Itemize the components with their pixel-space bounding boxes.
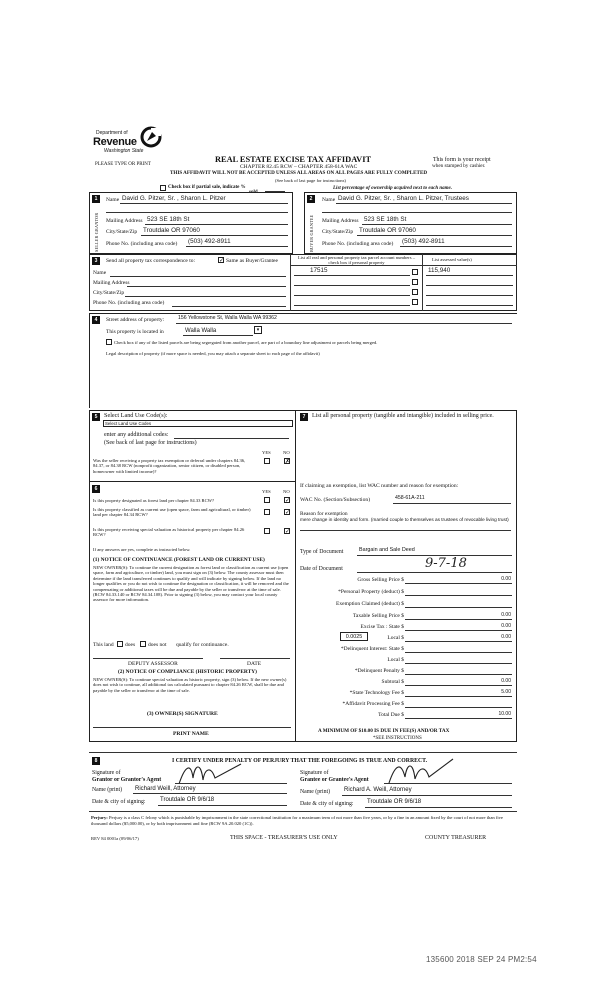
delinquent-interest-label: *Delinquent Interest: State $ — [340, 646, 404, 652]
line — [426, 295, 513, 296]
see-instructions-note: *SEE INSTRUCTIONS — [373, 736, 422, 741]
line — [405, 674, 512, 675]
form-revision: REV 84 0001a (09/06/17) — [91, 836, 139, 841]
buyer-addr-label: Mailing Address — [322, 218, 359, 224]
line — [357, 572, 512, 573]
line — [384, 783, 512, 784]
receipt-stamp: 135600 2018 SEP 24 PM2:54 — [426, 955, 537, 964]
additional-codes-input[interactable] — [174, 438, 289, 439]
buyer-name-label: Name — [322, 197, 336, 203]
exemption-question: Was the seller receiving a property tax exemption or deferral under chapters 84.36, 84.37, or 84.38 RCW (nonprofit organization, senior citizen, or disabled person, homeowner with limited income)? — [93, 458, 246, 474]
line — [365, 807, 512, 808]
sold-label: sold. — [249, 190, 259, 195]
assessed-value-1[interactable]: 115,940 — [428, 267, 451, 274]
deputy-label: DEPUTY ASSESSOR — [128, 661, 178, 667]
line — [400, 246, 512, 247]
grantor-date-label: Date & city of signing: — [92, 799, 146, 805]
section-number: 2 — [307, 195, 315, 203]
buyer-address[interactable]: 523 SE 18th St — [364, 216, 407, 223]
line — [422, 254, 423, 311]
qualify-label: qualify for continuance. — [176, 642, 229, 648]
current-use-yes-checkbox[interactable] — [264, 509, 270, 515]
taxable-label: Taxable Selling Price $ — [352, 613, 404, 619]
print-name-label: PRINT NAME — [173, 731, 209, 737]
current-use-question: Is this property classified as current use (open space, farm and agricultural, or timber) land per chapter 84.34 RCW? — [93, 507, 251, 518]
line — [89, 811, 517, 812]
no-header: NO — [283, 489, 290, 494]
line — [405, 652, 512, 653]
grantee-name-label: Name (print) — [300, 789, 331, 795]
form-warning: THIS AFFIDAVIT WILL NOT BE ACCEPTED UNLESS ALL AREAS ON ALL PAGES ARE FULLY COMPLETED — [170, 170, 428, 176]
ownership-label: List percentage of ownership acquired next to each name. — [333, 186, 453, 191]
subtotal-value[interactable]: 0.00 — [501, 678, 511, 684]
local-rate[interactable]: 0.0025 — [340, 632, 368, 641]
section-number: 5 — [92, 413, 100, 421]
line — [158, 805, 287, 806]
continuance-text: NEW OWNER(S): To continue the current designation as forest land or classification as current use (open space, farm and agriculture, or timber) land, you must sign on (3) below. The county assessor must then determine if the land transferred continues to qualify and will indicate by signing below. If the land no longer qualifies or you do not wish to continue the designation or classification, it will be removed and the compensating or additional taxes will be due and payable by the seller or transferor at the time of sale. (RCW 84.33.140 or RCW 84.34.108). Prior to signing (3) below, you may contact your local county assessor for more information. — [93, 565, 289, 603]
gross-value[interactable]: 0.00 — [501, 576, 511, 582]
located-county[interactable]: Walla Walla — [185, 328, 217, 334]
personal-property-deduct-label: *Personal Property (deduct) $ — [338, 589, 404, 595]
line — [183, 335, 253, 336]
line — [133, 793, 287, 794]
tech-fee-value[interactable]: 5.00 — [501, 689, 511, 695]
receipt-line-2: when stamped by cashier. — [432, 163, 486, 169]
excise-local-value[interactable]: 0.00 — [501, 634, 511, 640]
line — [405, 663, 512, 664]
grantee-sig-label: Signature of — [300, 770, 329, 776]
segregate-label: Check box if any of the listed parcels are being segregated from another parcel, are part of a boundary line adjustment or parcels being merged. — [114, 340, 378, 345]
section-number: 3 — [92, 257, 100, 265]
deputy-date-label: DATE — [247, 661, 262, 667]
owner-signature-label: (3) OWNER(S) SIGNATURE — [147, 711, 218, 717]
section-number: 4 — [92, 316, 100, 324]
certify-statement: I CERTIFY UNDER PENALTY OF PERJURY THAT THE FOREGOING IS TRUE AND CORRECT. — [172, 758, 428, 764]
line — [393, 503, 511, 504]
line — [89, 752, 517, 753]
wac-label: WAC No. (Section/Subsection) — [300, 497, 371, 503]
doc-date-label: Date of Document — [300, 566, 343, 572]
line — [110, 276, 286, 277]
print-instruction: PLEASE TYPE OR PRINT — [95, 162, 151, 167]
line — [294, 285, 410, 286]
buyer-phone[interactable]: (503) 492-8911 — [402, 238, 445, 245]
excise-state-label: Excise Tax : State $ — [360, 624, 404, 630]
seller-city[interactable]: Troutdale OR 97060 — [143, 227, 200, 234]
delinquent-local-label: Local $ — [387, 657, 404, 663]
does-label: does — [125, 642, 136, 648]
line — [120, 203, 288, 204]
seller-name[interactable]: David G. Pitzer, Sr. , Sharon L. Pitzer — [122, 195, 226, 202]
doc-date-handwritten[interactable]: 9-7-18 — [425, 556, 467, 571]
line — [106, 212, 288, 213]
line — [290, 265, 517, 266]
buyer-side-label: BUYER GRANTEE — [309, 214, 314, 252]
reason-label: Reason for exemption — [300, 511, 348, 517]
section-number: 1 — [92, 195, 100, 203]
exemption-yes-checkbox[interactable] — [264, 458, 270, 464]
line — [141, 235, 288, 236]
same-as-buyer-checkbox[interactable]: ✓ — [219, 257, 225, 264]
line — [426, 305, 513, 306]
revenue-logo-icon — [140, 126, 162, 148]
exemption-reason[interactable]: mere change in identity and form. (married couple to themselves as trustees of revocable living trust) — [300, 517, 509, 522]
forest-question: Is this property designated as forest land per chapter 84.33 RCW? — [93, 498, 215, 503]
buyer-city[interactable]: Troutdale OR 97060 — [359, 227, 416, 234]
line — [405, 619, 512, 620]
if-yes-instruction: If any answers are yes, complete as instructed below. — [93, 547, 191, 552]
assessed-header: List assessed value(s) — [432, 257, 472, 262]
line — [405, 685, 512, 686]
land-use-select[interactable]: Select Land Use Codes — [103, 420, 293, 427]
dept-state: Washington State — [104, 148, 144, 154]
line — [405, 607, 512, 608]
total-due-value[interactable]: 10.00 — [498, 711, 511, 717]
section-number: 6 — [92, 485, 100, 493]
parcel-header: List all real and personal property tax parcel account numbers – check box if personal property — [297, 255, 416, 266]
owner-signature-line[interactable] — [93, 727, 291, 728]
county-dropdown-icon[interactable]: ▾ — [254, 326, 262, 334]
personal-property-label: List all personal property (tangible and intangible) included in selling price. — [312, 413, 494, 419]
grantee-name[interactable]: Richard A. Weill, Attorney — [344, 787, 412, 793]
form-title: REAL ESTATE EXCISE TAX AFFIDAVIT — [215, 155, 372, 164]
grantor-name[interactable]: Richard Weill, Attorney — [135, 786, 196, 792]
line — [342, 795, 512, 796]
dept-line: Department of — [96, 130, 128, 136]
buyer-name[interactable]: David G. Pitzer, Sr. , Sharon L. Pitzer, Trustees — [338, 195, 469, 202]
wac-intro: If claiming an exemption, list WAC number and reason for exemption: — [300, 483, 459, 489]
historic-no-checkbox[interactable]: ✓ — [285, 528, 291, 535]
personal-property-checkbox-1[interactable] — [412, 269, 418, 275]
line — [175, 783, 287, 784]
grantor-date[interactable]: Troutdale OR 9/6/18 — [160, 797, 215, 803]
street-address[interactable]: 156 Yellowstone St, Walla Walla WA 99362 — [178, 315, 277, 321]
line — [322, 212, 512, 213]
land-use-see-back: (See back of last page for instructions) — [104, 440, 197, 446]
additional-codes-label: enter any additional codes: — [104, 432, 169, 438]
seller-phone[interactable]: (503) 492-8911 — [188, 238, 231, 245]
grantee-date[interactable]: Troutdale OR 9/6/18 — [367, 799, 422, 805]
seller-addr-label: Mailing Address — [106, 218, 143, 224]
historic-title: (2) NOTICE OF COMPLIANCE (HISTORIC PROPERTY) — [118, 669, 257, 675]
street-label: Street address of property: — [106, 317, 165, 323]
segregate-checkbox[interactable] — [106, 339, 112, 345]
forest-yes-checkbox[interactable] — [264, 497, 270, 503]
property-section — [89, 313, 517, 408]
seller-address[interactable]: 523 SE 18th St — [147, 216, 190, 223]
deputy-signature-line[interactable] — [93, 658, 203, 659]
forest-no-checkbox[interactable]: ✓ — [285, 497, 291, 504]
land-use-label: Select Land Use Code(s): — [104, 412, 168, 419]
yes-header: YES — [262, 489, 271, 494]
gross-label: Gross Selling Price $ — [357, 577, 404, 583]
does-checkbox[interactable] — [117, 641, 123, 647]
line — [405, 595, 512, 596]
line — [405, 718, 512, 719]
line — [426, 285, 513, 286]
correspondence-label: Send all property tax correspondence to: — [106, 258, 196, 264]
corr-name-label: Name — [93, 270, 107, 276]
historic-yes-checkbox[interactable] — [264, 528, 270, 534]
located-label: This property is located in — [106, 329, 164, 335]
line — [127, 286, 286, 287]
line — [176, 323, 512, 324]
line — [186, 246, 288, 247]
yes-header: YES — [262, 450, 271, 455]
grantee-agent-label: Grantee or Grantee's Agent — [300, 777, 369, 783]
corr-addr-label: Mailing Address — [93, 280, 130, 286]
line — [405, 630, 512, 631]
minimum-due-note: A MINIMUM OF $10.00 IS DUE IN FEE(S) AND/OR TAX — [318, 728, 450, 734]
current-use-no-checkbox[interactable]: ✓ — [285, 509, 291, 516]
exemption-no-checkbox[interactable]: ✗ — [285, 458, 291, 465]
county-treasurer: COUNTY TREASURER — [425, 835, 487, 841]
line — [300, 530, 511, 531]
total-due-label: Total Due $ — [378, 712, 404, 718]
line — [405, 707, 512, 708]
seller-name-label: Name — [106, 197, 120, 203]
designation-section — [89, 482, 296, 742]
line — [172, 306, 286, 307]
treasurer-space: THIS SPACE - TREASURER'S USE ONLY — [230, 835, 338, 841]
personal-property-checkbox-2[interactable] — [412, 279, 418, 285]
line — [362, 224, 512, 225]
line — [145, 224, 288, 225]
dept-name: Revenue — [93, 136, 137, 148]
line — [405, 696, 512, 697]
doc-type-label: Type of Document — [300, 549, 344, 555]
delinquent-penalty-label: *Delinquent Penalty $ — [354, 668, 404, 674]
line — [125, 296, 286, 297]
line — [290, 254, 291, 311]
tech-fee-label: *State Technology Fee $ — [349, 690, 404, 696]
exemption-claimed-label: Exemption Claimed (deduct) $ — [336, 601, 404, 607]
parcel-number-1[interactable]: 17515 — [310, 267, 328, 274]
excise-state-value[interactable]: 0.00 — [501, 623, 511, 629]
buyer-phone-label: Phone No. (including area code) — [322, 241, 394, 247]
line — [357, 235, 512, 236]
excise-local-label: Local $ — [387, 635, 404, 641]
seller-phone-label: Phone No. (including area code) — [106, 241, 178, 247]
same-as-buyer-label: Same as Buyer/Grantee — [226, 258, 278, 264]
see-back-note: (See back of last page for instructions) — [275, 178, 346, 183]
perjury-notice — [91, 815, 517, 826]
taxable-value[interactable]: 0.00 — [501, 612, 511, 618]
legal-description-label: Legal description of property (if more space is needed, you may attach a separate sheet to each page of the affidavit) — [106, 351, 320, 356]
line — [405, 583, 512, 584]
wac-number[interactable]: 458-61A-211 — [395, 495, 425, 501]
perjury-text: Perjury is a class C felony which is punishable by imprisonment in the state correctional institution for a maximum term of not more than five years, or by a fine in an amount fixed by the court of not more than five thousand dollars ($5,000.00), or by both imprisonment and fine (RCW 9A.20.020 (1C)). — [91, 815, 503, 826]
grantee-date-label: Date & city of signing: — [300, 801, 354, 807]
personal-property-checkbox-4[interactable] — [412, 299, 418, 305]
line — [294, 295, 410, 296]
corr-city-label: City/State/Zip — [93, 290, 125, 296]
grantor-agent-label: Grantor or Grantor's Agent — [92, 777, 162, 783]
line — [426, 275, 513, 276]
line — [294, 305, 410, 306]
line — [405, 641, 512, 642]
partial-sale-label: Check box if partial sale, indicate % — [168, 185, 246, 190]
section-number: 7 — [300, 413, 308, 421]
corr-phone-label: Phone No. (including area code) — [93, 300, 165, 306]
continuance-title: (1) NOTICE OF CONTINUANCE (FOREST LAND OR CURRENT USE) — [93, 557, 265, 563]
doc-type[interactable]: Bargain and Sale Deed — [359, 547, 415, 553]
buyer-city-label: City/State/Zip — [322, 229, 354, 235]
does-not-label: does not — [148, 642, 167, 648]
subtotal-label: Subtotal $ — [381, 679, 404, 685]
does-not-checkbox[interactable] — [140, 641, 146, 647]
historic-question: Is this property receiving special valuation as historical property per chapter 84.26 RCW? — [93, 527, 245, 538]
seller-side-label: SELLER GRANTOR — [94, 212, 99, 252]
historic-text: NEW OWNER(S): To continue special valuation as historic property, sign (3) below. If the new owner(s) does not wish to continue, all additional tax calculated pursuant to chapter 84.26 RCW, shall be due and payable by the seller or transferor at the time of sale. — [93, 677, 287, 693]
perjury-label: Perjury: — [91, 815, 108, 820]
form-chapter: CHAPTER 82.45 RCW – CHAPTER 458-61A WAC — [240, 164, 358, 170]
personal-property-checkbox-3[interactable] — [412, 289, 418, 295]
line — [294, 275, 410, 276]
grantor-name-label: Name (print) — [92, 787, 123, 793]
seller-city-label: City/State/Zip — [106, 229, 138, 235]
deputy-date-line[interactable] — [220, 658, 290, 659]
this-land-label: This land — [93, 642, 114, 648]
affidavit-fee-label: *Affidavit Processing Fee $ — [342, 701, 404, 707]
receipt-line-1: This form is your receipt — [433, 157, 491, 163]
line — [336, 203, 512, 204]
grantor-sig-label: Signature of — [92, 770, 121, 776]
no-header: NO — [283, 450, 290, 455]
partial-sale-checkbox[interactable] — [160, 185, 166, 191]
section-number: 8 — [92, 757, 100, 765]
